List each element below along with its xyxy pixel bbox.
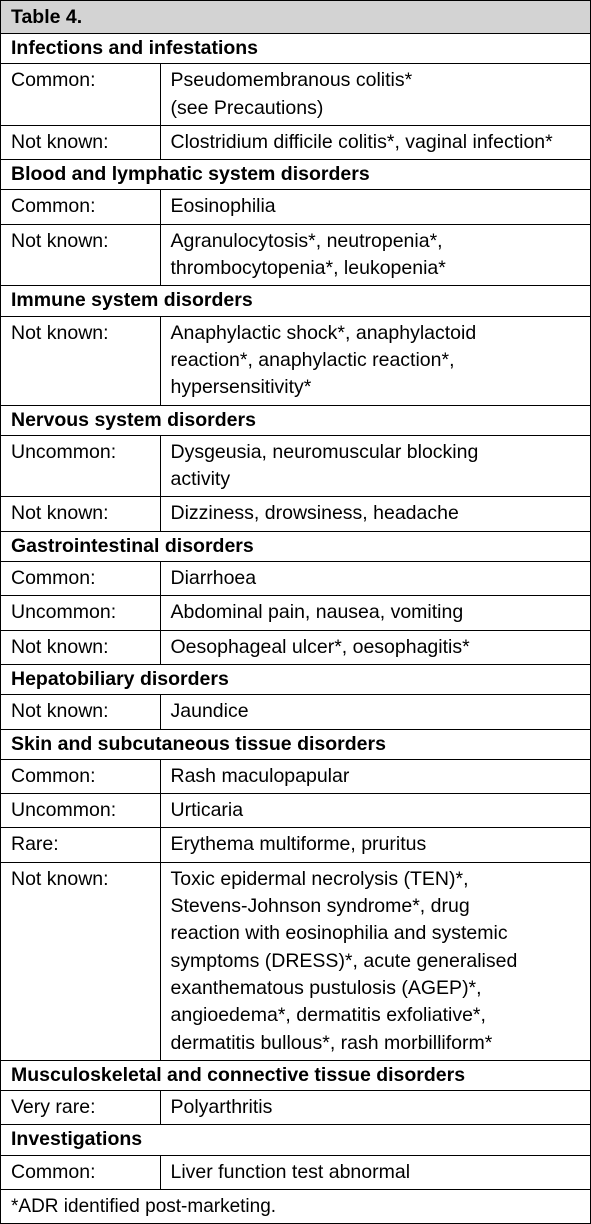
frequency-cell: Common: — [1, 562, 160, 596]
frequency-cell: Common: — [1, 190, 160, 224]
reaction-text-line: hypersensitivity* — [170, 376, 312, 399]
reaction-cell — [160, 1091, 590, 1125]
reaction-text-line: Clostridium difficile colitis*, vaginal infection* — [170, 130, 553, 153]
footnote: *ADR identified post-marketing. — [11, 1195, 277, 1217]
reaction-cell — [160, 497, 590, 531]
table-row — [1, 497, 590, 531]
category-row — [1, 1125, 590, 1155]
frequency-cell: Not known: — [1, 224, 160, 286]
table-row — [1, 630, 590, 664]
frequency-cell: Not known: — [1, 316, 160, 405]
frequency-cell: Not known: — [1, 862, 160, 1060]
reaction-text-line: reaction with eosinophilia and systemic — [170, 922, 508, 945]
category-row — [1, 34, 590, 64]
reaction-text-line: (see Precautions) — [170, 96, 324, 119]
category-row — [1, 1060, 590, 1090]
frequency-cell: Common: — [1, 1155, 160, 1189]
category-row — [1, 405, 590, 435]
category-heading: Infections and infestations — [1, 34, 590, 64]
table-row — [1, 64, 590, 126]
reaction-text-line: Anaphylactic shock*, anaphylactoid — [170, 321, 477, 344]
frequency-cell: Uncommon: — [1, 435, 160, 497]
reaction-cell — [160, 630, 590, 664]
category-heading: Investigations — [1, 1125, 590, 1155]
reaction-text-line: Dysgeusia, neuromuscular blocking — [170, 440, 479, 463]
reaction-cell — [160, 794, 590, 828]
reaction-text-line: angioedema*, dermatitis exfoliative*, — [170, 1004, 486, 1027]
reaction-text-line: Pseudomembranous colitis* — [170, 69, 413, 92]
category-row — [1, 286, 590, 316]
table-row — [1, 862, 590, 1060]
frequency-cell: Not known: — [1, 695, 160, 729]
reaction-cell — [160, 596, 590, 630]
reaction-text-line: activity — [170, 468, 231, 491]
table-row — [1, 794, 590, 828]
table-row — [1, 1091, 590, 1125]
footnote-row — [1, 1189, 590, 1223]
table-body — [1, 1, 590, 1223]
reaction-cell — [160, 1155, 590, 1189]
reaction-cell — [160, 316, 590, 405]
frequency-cell: Not known: — [1, 497, 160, 531]
category-row — [1, 664, 590, 694]
reaction-text-line: Stevens-Johnson syndrome*, drug — [170, 895, 470, 918]
reaction-text-line: thrombocytopenia*, leukopenia* — [170, 257, 446, 280]
frequency-cell: Common: — [1, 64, 160, 126]
table-row — [1, 828, 590, 862]
reaction-text-line: Diarrhoea — [170, 567, 257, 590]
reaction-text-line: Agranulocytosis*, neutropenia*, — [170, 229, 443, 252]
reaction-text-line: Liver function test abnormal — [170, 1160, 411, 1183]
table-row — [1, 695, 590, 729]
reaction-text-line: Dizziness, drowsiness, headache — [170, 502, 459, 525]
reaction-cell — [160, 125, 590, 159]
category-heading: Musculoskeletal and connective tissue disorders — [1, 1060, 590, 1090]
reaction-cell — [160, 828, 590, 862]
table-row — [1, 596, 590, 630]
frequency-cell: Rare: — [1, 828, 160, 862]
category-heading: Hepatobiliary disorders — [1, 664, 590, 694]
category-heading: Blood and lymphatic system disorders — [1, 160, 590, 190]
table-row — [1, 759, 590, 793]
frequency-cell: Very rare: — [1, 1091, 160, 1125]
reaction-text-line: Abdominal pain, nausea, vomiting — [170, 601, 464, 624]
reaction-text-line: exanthematous pustulosis (AGEP)*, — [170, 976, 482, 999]
reaction-cell — [160, 64, 590, 126]
frequency-cell: Uncommon: — [1, 794, 160, 828]
category-row — [1, 160, 590, 190]
category-heading: Immune system disorders — [1, 286, 590, 316]
table-row — [1, 435, 590, 497]
category-row — [1, 531, 590, 561]
table-title: Table 4. — [1, 1, 590, 34]
reaction-text-line: Eosinophilia — [170, 195, 276, 218]
table-row — [1, 562, 590, 596]
reaction-text-line: Urticaria — [170, 799, 244, 822]
reaction-cell — [160, 695, 590, 729]
category-heading: Gastrointestinal disorders — [1, 531, 590, 561]
reaction-cell — [160, 435, 590, 497]
reaction-cell — [160, 759, 590, 793]
table-title-row — [1, 1, 590, 34]
category-row — [1, 729, 590, 759]
reaction-text-line: Rash maculopapular — [170, 764, 350, 787]
table-row — [1, 1155, 590, 1189]
frequency-cell: Not known: — [1, 630, 160, 664]
reaction-text-line: Oesophageal ulcer*, oesophagitis* — [170, 635, 470, 658]
table-row — [1, 224, 590, 286]
category-heading: Skin and subcutaneous tissue disorders — [1, 729, 590, 759]
reaction-text-line: dermatitis bullous*, rash morbilliform* — [170, 1031, 493, 1054]
table-row — [1, 125, 590, 159]
reaction-text-line: reaction*, anaphylactic reaction*, — [170, 348, 455, 371]
table-row — [1, 316, 590, 405]
reaction-text-line: symptoms (DRESS)*, acute generalised — [170, 949, 518, 972]
reaction-text-line: Erythema multiforme, pruritus — [170, 833, 427, 856]
frequency-cell: Not known: — [1, 125, 160, 159]
adverse-reactions-table — [1, 1, 590, 1223]
frequency-cell: Common: — [1, 759, 160, 793]
reaction-text-line: Toxic epidermal necrolysis (TEN)*, — [170, 867, 469, 890]
reaction-text-line: Polyarthritis — [170, 1096, 273, 1119]
reaction-cell — [160, 190, 590, 224]
reaction-text-line: Jaundice — [170, 700, 249, 723]
reaction-cell — [160, 862, 590, 1060]
table-row — [1, 190, 590, 224]
reaction-cell — [160, 224, 590, 286]
reaction-cell — [160, 562, 590, 596]
frequency-cell: Uncommon: — [1, 596, 160, 630]
category-heading: Nervous system disorders — [1, 405, 590, 435]
